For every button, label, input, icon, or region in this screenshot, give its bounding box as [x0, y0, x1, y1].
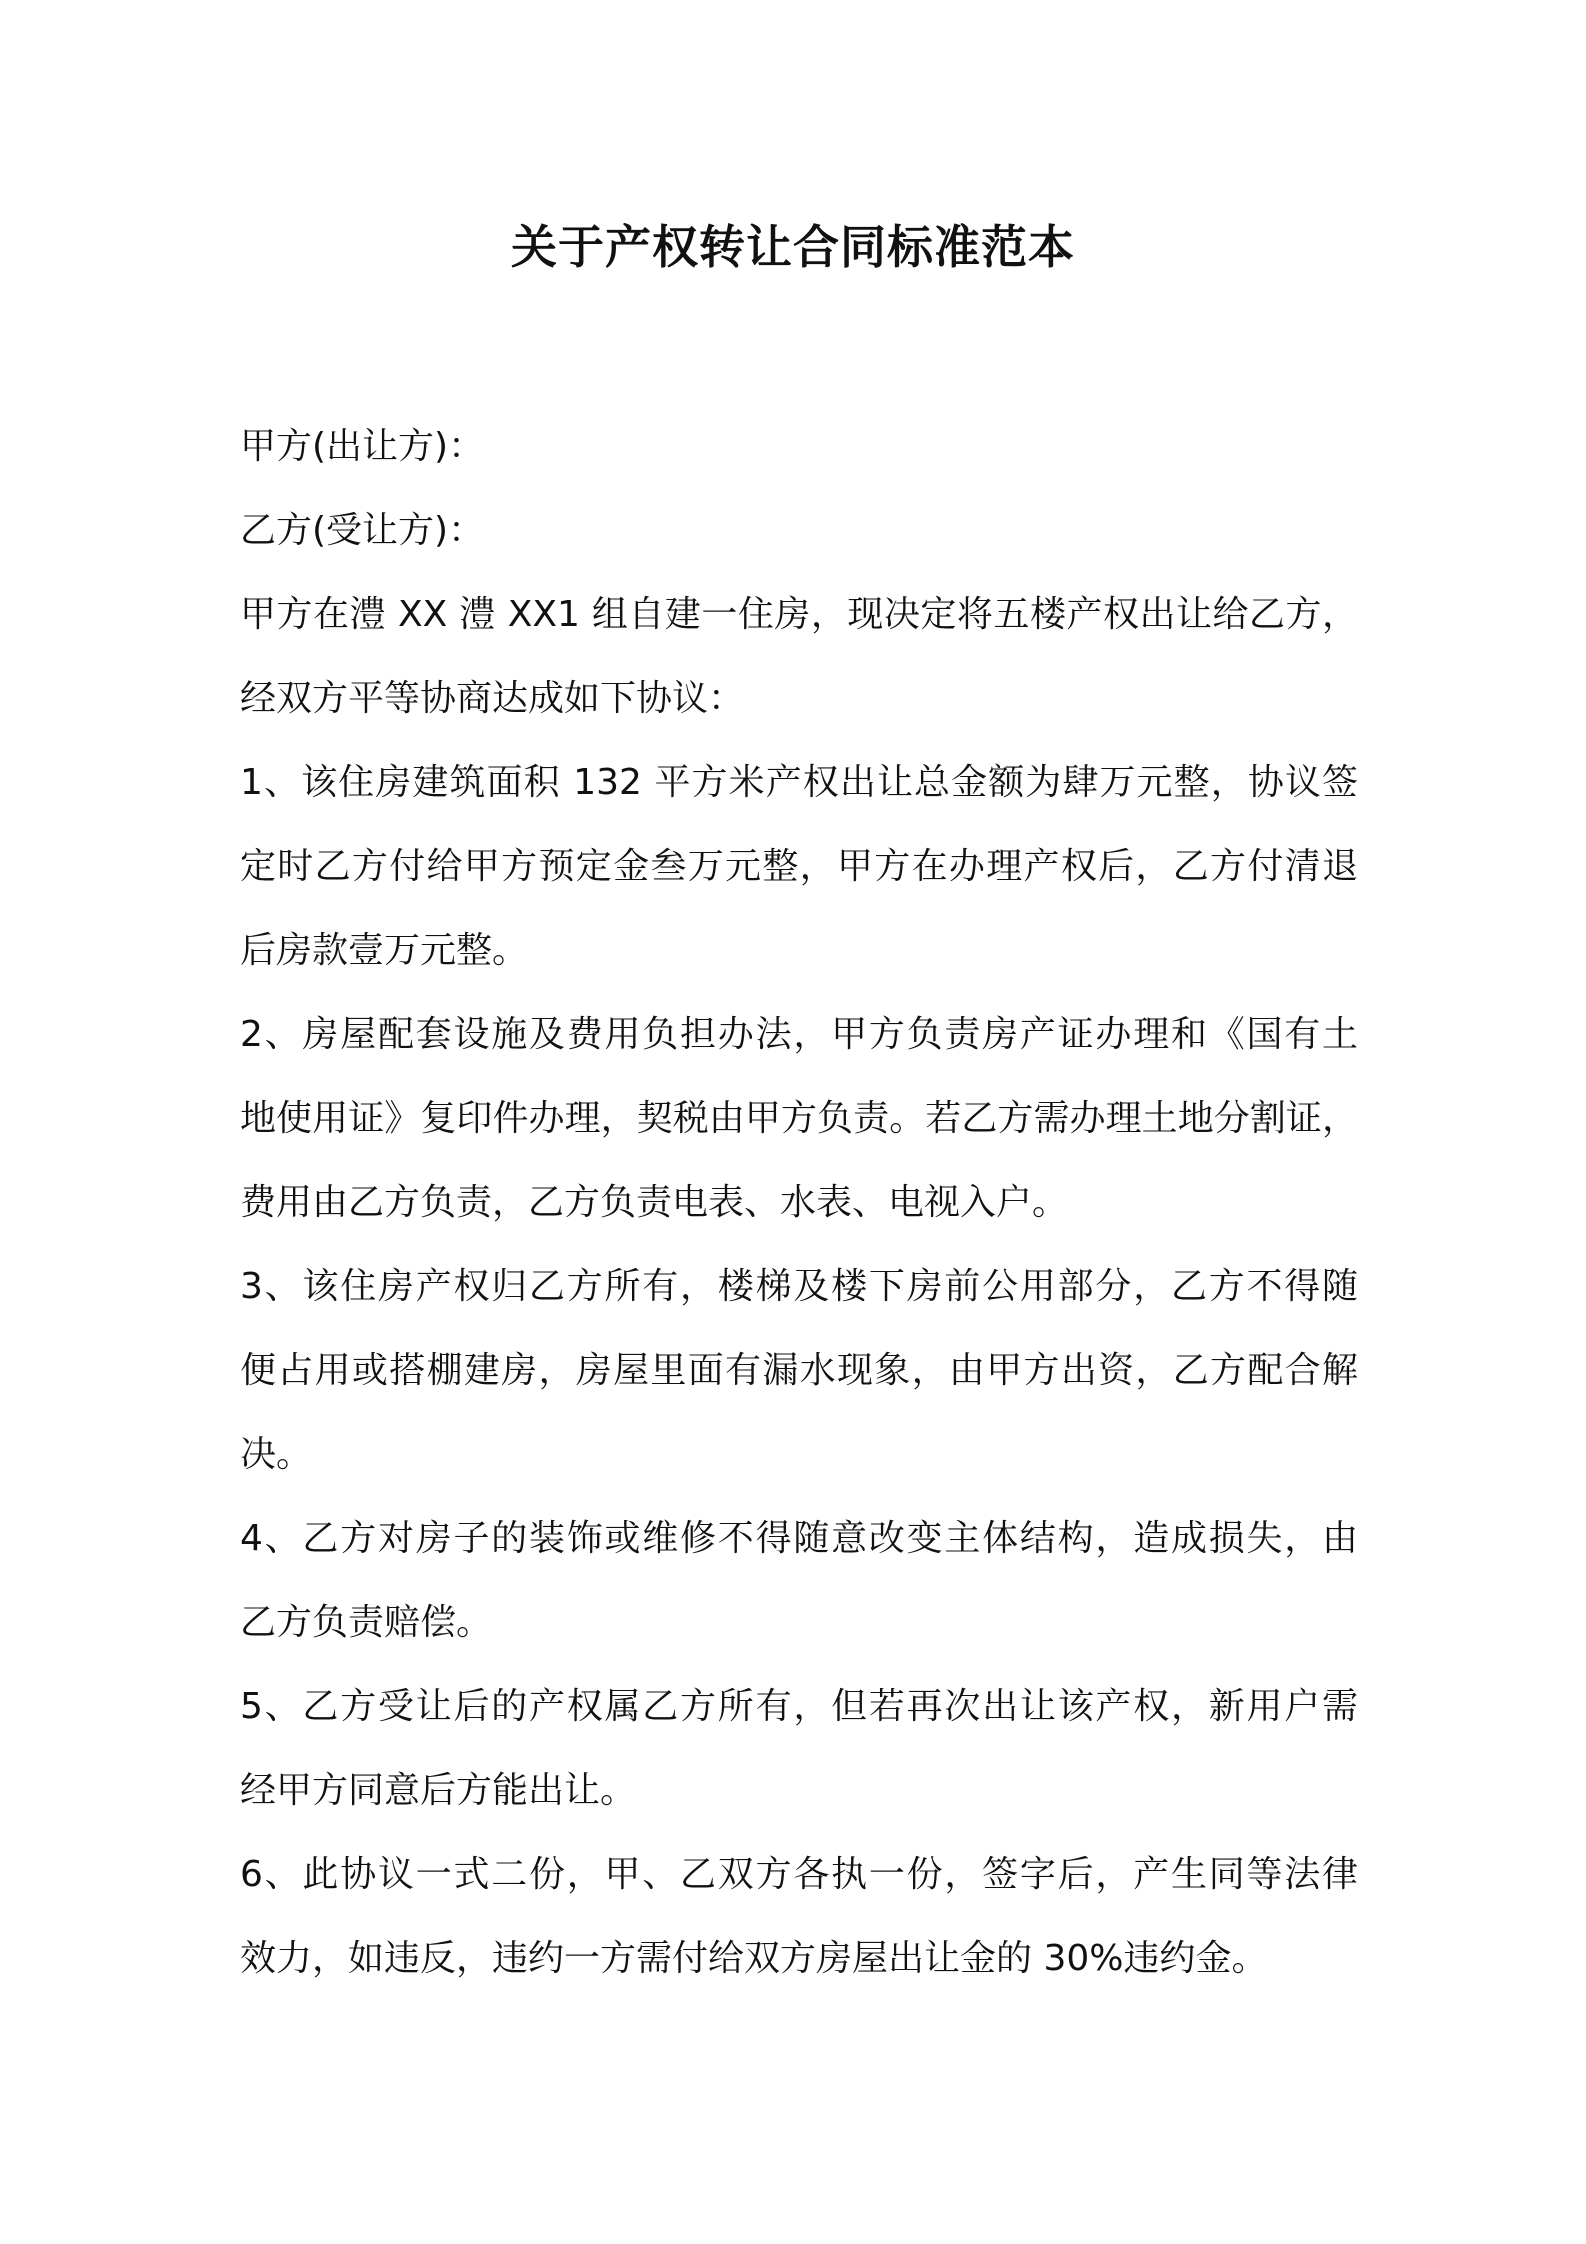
clause-3-line: 便占用或搭棚建房，房屋里面有漏水现象，由甲方出资，乙方配合解 — [240, 1350, 1358, 1391]
clause-4-line: 乙方负责赔偿。 — [240, 1602, 493, 1643]
document-title: 关于产权转让合同标准范本 — [511, 220, 1075, 274]
clause-5-line: 经甲方同意后方能出让。 — [240, 1770, 637, 1811]
clause-3-line: 3、该住房产权归乙方所有，楼梯及楼下房前公用部分，乙方不得随 — [240, 1266, 1358, 1307]
clause-4-line: 4、乙方对房子的装饰或维修不得随意改变主体结构，造成损失，由 — [240, 1518, 1358, 1559]
clause-1-line: 1、该住房建筑面积 132 平方米产权出让总金额为肆万元整，协议签 — [240, 762, 1358, 803]
party-a-line: 甲方(出让方)： — [240, 426, 485, 467]
party-b-line: 乙方(受让方)： — [240, 510, 485, 551]
clause-2-line: 地使用证》复印件办理，契税由甲方负责。若乙方需办理土地分割证， — [240, 1098, 1358, 1139]
clause-3-line: 决。 — [240, 1434, 313, 1475]
clause-5-line: 5、乙方受让后的产权属乙方所有，但若再次出让该产权，新用户需 — [240, 1686, 1358, 1727]
clause-1-line: 定时乙方付给甲方预定金叁万元整，甲方在办理产权后，乙方付清退 — [240, 846, 1358, 887]
document-body — [240, 405, 1358, 2001]
clause-6-line: 6、此协议一式二份，甲、乙双方各执一份，签字后，产生同等法律 — [240, 1854, 1358, 1895]
clause-6-line: 效力，如违反，违约一方需付给双方房屋出让金的 30%违约金。 — [240, 1938, 1268, 1979]
intro-paragraph-line: 经双方平等协商达成如下协议： — [240, 678, 745, 719]
intro-paragraph-line: 甲方在澧 XX 澧 XX1 组自建一住房，现决定将五楼产权出让给乙方， — [240, 594, 1358, 635]
clause-2-line: 2、房屋配套设施及费用负担办法，甲方负责房产证办理和《国有土 — [240, 1014, 1358, 1055]
clause-2-line: 费用由乙方负责，乙方负责电表、水表、电视入户。 — [240, 1182, 1069, 1223]
clause-1-line: 后房款壹万元整。 — [240, 930, 529, 971]
